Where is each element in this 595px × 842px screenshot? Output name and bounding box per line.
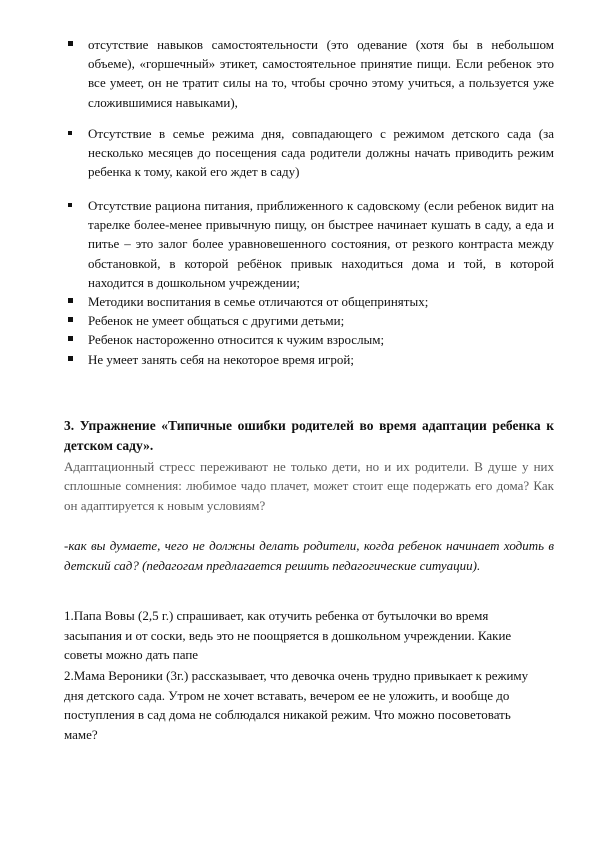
square-bullet-icon <box>68 317 73 322</box>
list-item <box>64 196 554 292</box>
list-item-text: Ребенок настороженно относится к чужим взрослым; <box>88 332 385 348</box>
list-item-text: Методики воспитания в семье отличаются от общепринятых; <box>88 294 429 310</box>
square-bullet-icon <box>68 298 73 303</box>
question-prompt: -как вы думаете, чего не должны делать родители, когда ребенок начинает ходить в детский сад? (педагогам предлагается решить педагогические ситуации). <box>64 538 554 573</box>
square-bullet-icon <box>68 356 73 361</box>
list-item-text: отсутствие навыков самостоятельности (это одевание (хотя бы в небольшом объеме), «горшечный» этикет, самостоятельное принятие пищи. Если ребенок это все умеет, он не тратит силы на то, чтобы срочно этому учиться, а пользуется уже сложившимися навыками), <box>88 37 554 110</box>
square-bullet-icon <box>68 203 72 207</box>
list-item <box>64 124 554 182</box>
list-item <box>64 350 554 369</box>
list-item <box>64 330 554 349</box>
list-item <box>64 292 554 311</box>
list-item-text: Отсутствие в семье режима дня, совпадающего с режимом детского сада (за несколько месяцев до посещения сада родители должны начать приводить режим ребенка к тому, какой его ждет в саду) <box>88 126 554 180</box>
list-item-text: Не умеет занять себя на некоторое время игрой; <box>88 351 354 367</box>
bullet-list-skills <box>64 35 554 112</box>
bullet-list-routine <box>64 124 554 182</box>
intro-paragraph: Адаптационный стресс переживают не только дети, но и их родители. В душе у них сплошные сомнения: любимое чадо плачет, может стоит еще подержать его дома? Как он адаптируется к новым условиям? <box>64 459 554 513</box>
list-item-text: Ребенок не умеет общаться с другими детьми; <box>88 313 345 329</box>
square-bullet-icon <box>68 131 72 135</box>
list-item-text: Отсутствие рациона питания, приближенного к садовскому (если ребенок видит на тарелке более-менее привычную пищу, он быстрее начинает кушать в саду, а еда и питье – это залог более уравновешенного состояния, от резкого контраста между обстановкой, в которой ребёнок привык находиться дома и той, в которой находится в дошкольном учреждении; <box>88 198 554 290</box>
list-item <box>64 311 554 330</box>
bullet-list-factors <box>64 196 554 369</box>
square-bullet-icon <box>68 336 73 341</box>
exercise-heading: 3. Упражнение «Типичные ошибки родителей во время адаптации ребенка к детском саду». <box>64 418 554 453</box>
list-item <box>64 35 554 112</box>
square-bullet-icon <box>68 41 73 46</box>
situation-1: 1.Папа Вовы (2,5 г.) спрашивает, как отучить ребенка от бутылочки во время засыпания и от соски, ведь это не поощряется в дошкольном учреждении. Какие советы можно дать папе <box>64 608 512 663</box>
situation-2: 2.Мама Вероники (3г.) рассказывает, что девочка очень трудно привыкает к режиму дня детского сада. Утром не хочет вставать, вечером ее не уложить, и вообще до поступления в сад дома не соблюдался никакой режим. Что можно посоветовать маме? <box>64 668 529 742</box>
